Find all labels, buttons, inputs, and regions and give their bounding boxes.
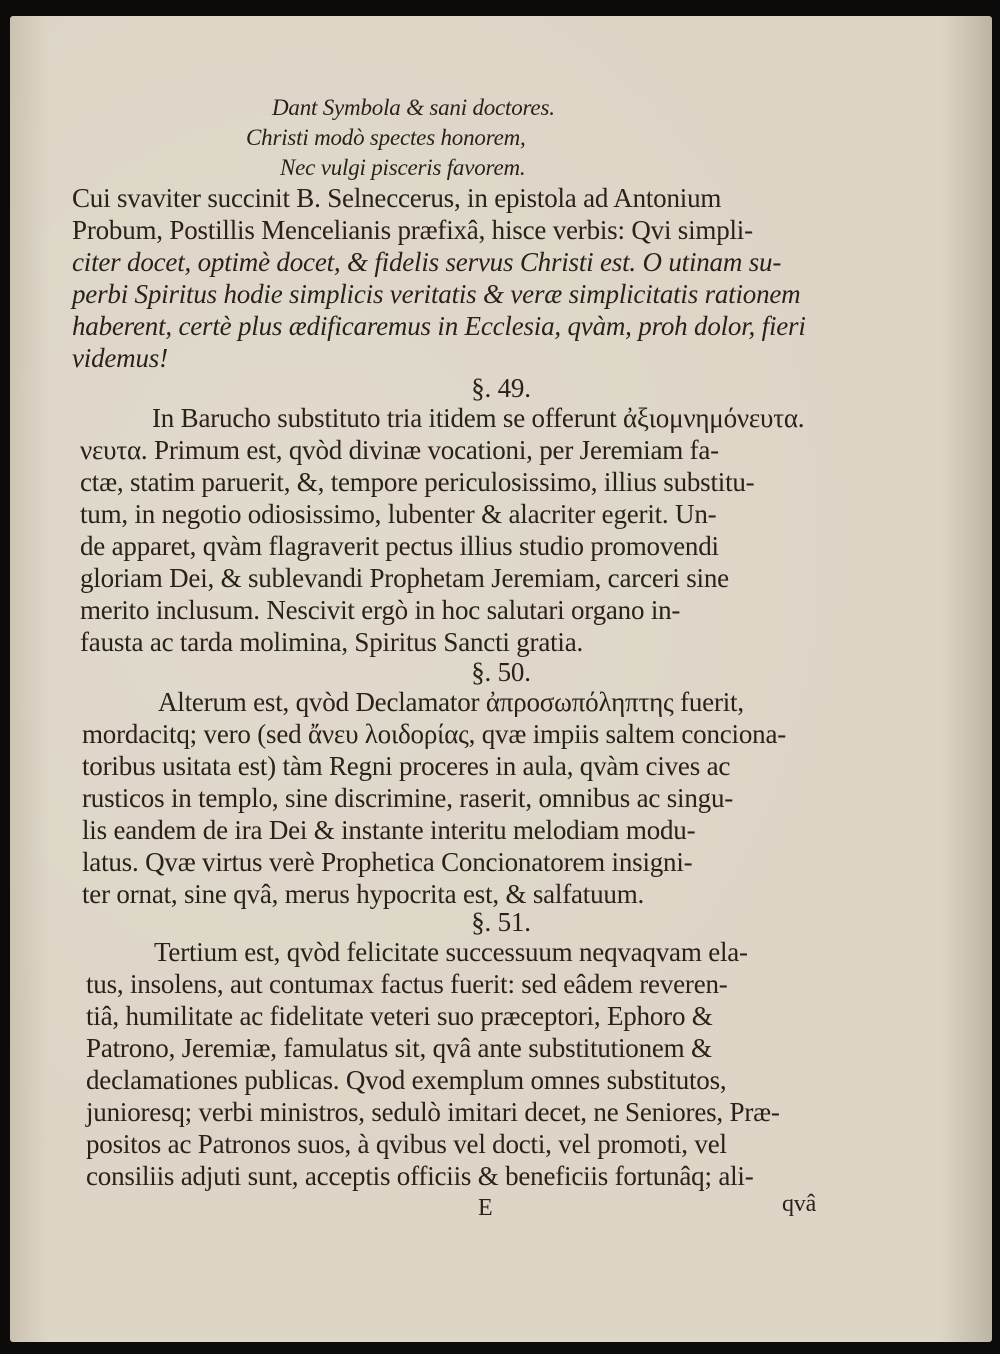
section-number-50: §. 50. <box>471 657 531 687</box>
paragraph-3-line-7: ter ornat, sine qvâ, merus hypocrita est, & salfatuum. <box>82 879 645 909</box>
paragraph-1-line-4: perbi Spiritus hodie simplicis veritatis & veræ simplicitatis rationem <box>72 279 801 309</box>
paragraph-2-line-6: gloriam Dei, & sublevandi Prophetam Jeremiam, carceri sine <box>80 563 729 593</box>
paragraph-2-line-4: tum, in negotio odiosissimo, lubenter & alacriter egerit. Un- <box>80 499 717 529</box>
signature-mark: E <box>478 1195 493 1221</box>
paragraph-1-line-6: videmus! <box>72 343 168 373</box>
verse-line-2: Christi modò spectes honorem, <box>246 125 526 150</box>
paragraph-2-line-2: νευτα. Primum est, qvòd divinæ vocationi, per Jeremiam fa- <box>80 435 719 465</box>
paragraph-4-line-6: junioresq; verbi ministros, sedulò imitari decet, ne Seniores, Præ- <box>86 1097 780 1127</box>
paragraph-1-line-5: haberent, certè plus ædificaremus in Ecclesia, qvàm, proh dolor, fieri <box>72 311 806 341</box>
paragraph-3-line-2: mordacitq; vero (sed ἄνευ λοιδορίας, qvæ impiis saltem conciona- <box>82 719 787 749</box>
paragraph-3-line-4: rusticos in templo, sine discrimine, raserit, omnibus ac singu- <box>82 783 734 813</box>
paragraph-4-line-5: declamationes publicas. Qvod exemplum omnes substitutos, <box>86 1065 727 1095</box>
paragraph-2-line-1: In Barucho substituto tria itidem se offerunt ἀξιομνημόνευτα. <box>152 403 805 433</box>
paragraph-4-line-2: tus, insolens, aut contumax factus fuerit: sed eâdem reveren- <box>86 969 728 999</box>
verse-line-3: Nec vulgi pisceris favorem. <box>280 155 526 180</box>
paragraph-1-line-1: Cui svaviter succinit B. Selneccerus, in epistola ad Antonium <box>72 183 722 213</box>
paragraph-4-line-1: Tertium est, qvòd felicitate successuum neqvaqvam ela- <box>154 937 748 967</box>
paragraph-4-line-8: consiliis adjuti sunt, acceptis officiis & beneficiis fortunâq; ali- <box>86 1161 754 1191</box>
paragraph-4-line-4: Patrono, Jeremiæ, famulatus sit, qvâ ante substitutionem & <box>86 1033 712 1063</box>
paragraph-1-line-2: Probum, Postillis Mencelianis præfixâ, hisce verbis: Qvi simpli- <box>72 215 753 245</box>
paragraph-3-line-5: lis eandem de ira Dei & instante interitu melodiam modu- <box>82 815 696 845</box>
catchword: qvâ <box>782 1191 817 1217</box>
section-number-49: §. 49. <box>471 373 531 403</box>
paragraph-3-line-1: Alterum est, qvòd Declamator ἀπροσωπόληπτης fuerit, <box>158 687 744 717</box>
paragraph-3-line-6: latus. Qvæ virtus verè Prophetica Concionatorem insigni- <box>82 847 693 877</box>
section-number-51: §. 51. <box>471 907 531 937</box>
paragraph-1-line-3: citer docet, optimè docet, & fidelis servus Christi est. O utinam su- <box>72 247 782 277</box>
paragraph-4-line-7: positos ac Patronos suos, à qvibus vel docti, vel promoti, vel <box>86 1129 727 1159</box>
verse-line-1: Dant Symbola & sani doctores. <box>272 95 555 120</box>
paragraph-4-line-3: tiâ, humilitate ac fidelitate veteri suo præceptori, Ephoro & <box>86 1001 713 1031</box>
paragraph-3-line-3: toribus usitata est) tàm Regni proceres in aula, qvàm cives ac <box>82 751 731 781</box>
paragraph-2-line-7: merito inclusum. Nescivit ergò in hoc salutari organo in- <box>80 595 681 625</box>
paragraph-2-line-8: fausta ac tarda molimina, Spiritus Sancti gratia. <box>80 627 584 657</box>
book-page <box>10 16 992 1342</box>
paragraph-2-line-3: ctæ, statim paruerit, &, tempore periculosissimo, illius substitu- <box>80 467 755 497</box>
paragraph-2-line-5: de apparet, qvàm flagraverit pectus illius studio promovendi <box>80 531 719 561</box>
